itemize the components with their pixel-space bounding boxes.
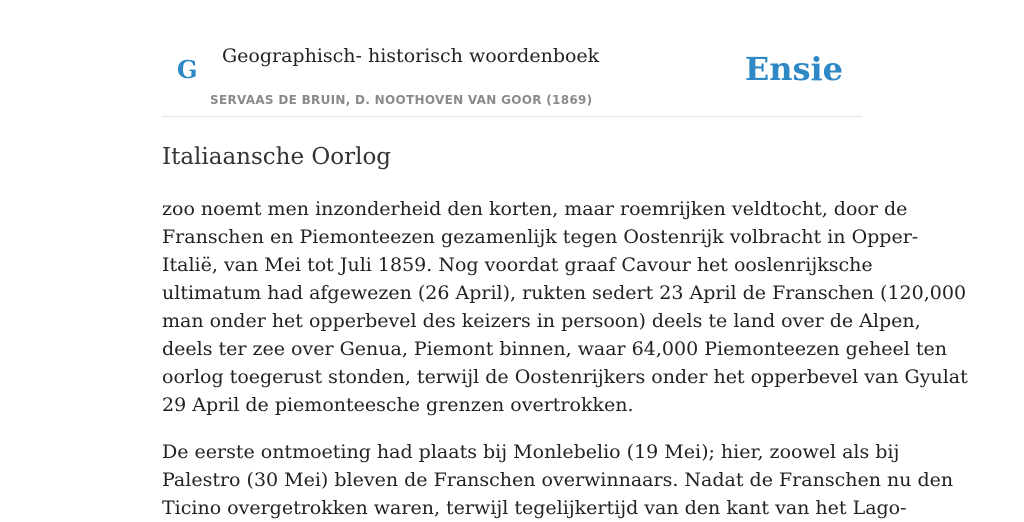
paragraph-line: ultimatum had afgewezen (26 April), rukten sedert 23 April de Franschen (120,000: [162, 282, 967, 304]
paragraph-line: 29 April de piemonteesche grenzen overtrokken.: [162, 394, 634, 416]
paragraph-line: oorlog toegerust stonden, terwijl de Oostenrijkers onder het opperbevel van Gyulat: [162, 366, 968, 388]
letter-badge[interactable]: G: [177, 55, 198, 84]
paragraph-line: Palestro (30 Mei) bleven de Franschen overwinnaars. Nadat de Franschen nu den: [162, 469, 954, 491]
paragraph-line: Italië, van Mei tot Juli 1859. Nog voordat graaf Cavour het ooslenrijksche: [162, 254, 873, 276]
paragraph-2: [162, 438, 954, 522]
paragraph-1: [162, 195, 968, 419]
paragraph-line: deels ter zee over Genua, Piemont binnen, waar 64,000 Piemonteezen geheel ten: [162, 338, 948, 360]
page: [162, 0, 968, 522]
paragraph-line: De eerste ontmoeting had plaats bij Monlebelio (19 Mei); hier, zoowel als bij: [162, 441, 900, 463]
book-authors: SERVAAS DE BRUIN, D. NOOTHOVEN VAN GOOR (1869): [210, 93, 593, 107]
paragraph-line: Ticino overgetrokken waren, terwijl tegelijkertijd van den kant van het Lago-: [162, 497, 907, 519]
article-title: Italiaansche Oorlog: [162, 144, 392, 170]
paragraph-line: man onder het opperbevel des keizers in persoon) deels te land over de Alpen,: [162, 310, 921, 332]
paragraph-line: Franschen en Piemonteezen gezamenlijk tegen Oostenrijk volbracht in Opper-: [162, 226, 919, 248]
page-header: [162, 0, 862, 117]
book-title[interactable]: Geographisch- historisch woordenboek: [222, 45, 600, 67]
paragraph-line: zoo noemt men inzonderheid den korten, maar roemrijken veldtocht, door de: [162, 198, 908, 220]
ensie-logo[interactable]: Ensie: [744, 50, 843, 88]
